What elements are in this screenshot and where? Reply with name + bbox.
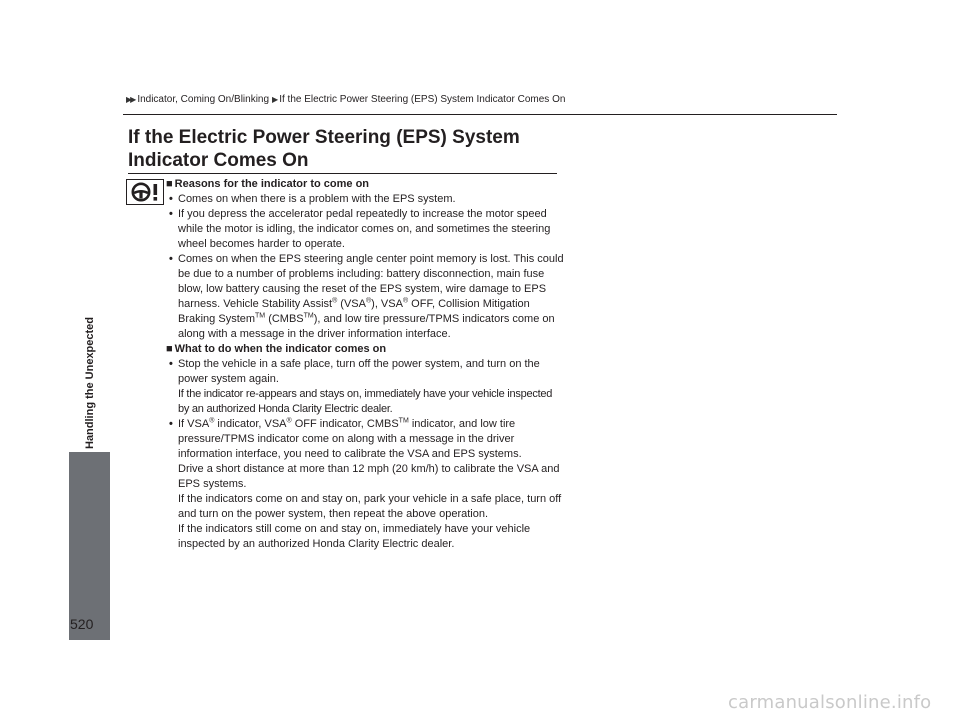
double-arrow-icon: ▶▶ <box>126 95 135 104</box>
page-title: If the Electric Power Steering (EPS) System Indicator Comes On <box>128 127 520 171</box>
bullet-icon: • <box>169 253 173 265</box>
breadcrumb-part-1[interactable]: Indicator, Coming On/Blinking <box>137 94 270 105</box>
instruction-text: If the indicators still come on and stay on, immediately have your vehicle inspected by an authorized Honda Clarity Electric dealer. <box>178 523 531 550</box>
list-item: • Comes on when the EPS steering angle center point memory is lost. This could be due to a number of problems including: battery disconnection, main fuse blow, low battery causing the reset of the EPS system, wire damage to EPS harness. Vehicle Stability Assist® (VSA®), VSA® OFF, Collision Mitigation Braking System™ (CMBS™), and low tire pressure/TPMS indicators come on along with a message in the driver information interface. <box>169 253 564 340</box>
breadcrumb-part-2: If the Electric Power Steering (EPS) System Indicator Comes On <box>279 94 566 105</box>
content <box>166 177 564 552</box>
square-marker-icon: ■ <box>166 343 173 355</box>
reasons-list <box>169 192 564 342</box>
title-rule <box>128 173 557 174</box>
note-text: If the indicator re-appears and stays on, immediately have your vehicle inspected by an authorized Honda Clarity Electric dealer. <box>178 388 553 415</box>
section-heading-reasons: ■ Reasons for the indicator to come on <box>166 178 370 190</box>
section-tab <box>69 452 110 640</box>
side-section-label: Handling the Unexpected <box>84 316 96 449</box>
eps-warning-icon <box>126 179 164 205</box>
list-item: • Stop the vehicle in a safe place, turn off the power system, and turn on the power system again. If the indicator re-appears and stays on, immediately have your vehicle inspected by an authorized Honda Clarity Electric dealer. <box>169 357 564 417</box>
section-heading-todo: ■ What to do when the indicator comes on <box>166 343 387 355</box>
bullet-icon: • <box>169 418 173 430</box>
header-rule <box>123 114 837 115</box>
page-number: 520 <box>70 616 94 632</box>
instruction-text: If the indicators come on and stay on, park your vehicle in a safe place, turn off and turn on the power system, then repeat the above operation. <box>178 493 562 520</box>
arrow-icon: ▶ <box>272 95 277 104</box>
watermark: carmanualsonline.info <box>728 692 932 713</box>
bullet-icon: • <box>169 193 173 205</box>
todo-list <box>169 357 564 552</box>
breadcrumb <box>126 94 565 105</box>
square-marker-icon: ■ <box>166 178 173 190</box>
bullet-icon: • <box>169 358 173 370</box>
bullet-icon: • <box>169 208 173 220</box>
list-item: • If VSA® indicator, VSA® OFF indicator, CMBS™ indicator, and low tire pressure/TPMS indicator come on along with a message in the driver information interface, you need to calibrate the VSA and EPS systems. Drive a short distance at more than 12 mph (20 km/h) to calibrate the VSA and EPS systems. If the indicators come on and stay on, park your vehicle in a safe place, turn off and turn on the power system, then repeat the above operation. If the indicators still come on and stay on, immediately have your vehicle inspected by an authorized Honda Clarity Electric dealer. <box>169 417 564 552</box>
list-item: • Comes on when there is a problem with the EPS system. <box>169 193 456 205</box>
list-item: • If you depress the accelerator pedal repeatedly to increase the motor speed while the motor is idling, the indicator comes on, and sometimes the steering wheel becomes harder to operate. <box>169 208 551 250</box>
steering-wheel-exclamation-icon <box>127 180 163 204</box>
instruction-text: Drive a short distance at more than 12 mph (20 km/h) to calibrate the VSA and EPS systems. <box>178 463 560 490</box>
